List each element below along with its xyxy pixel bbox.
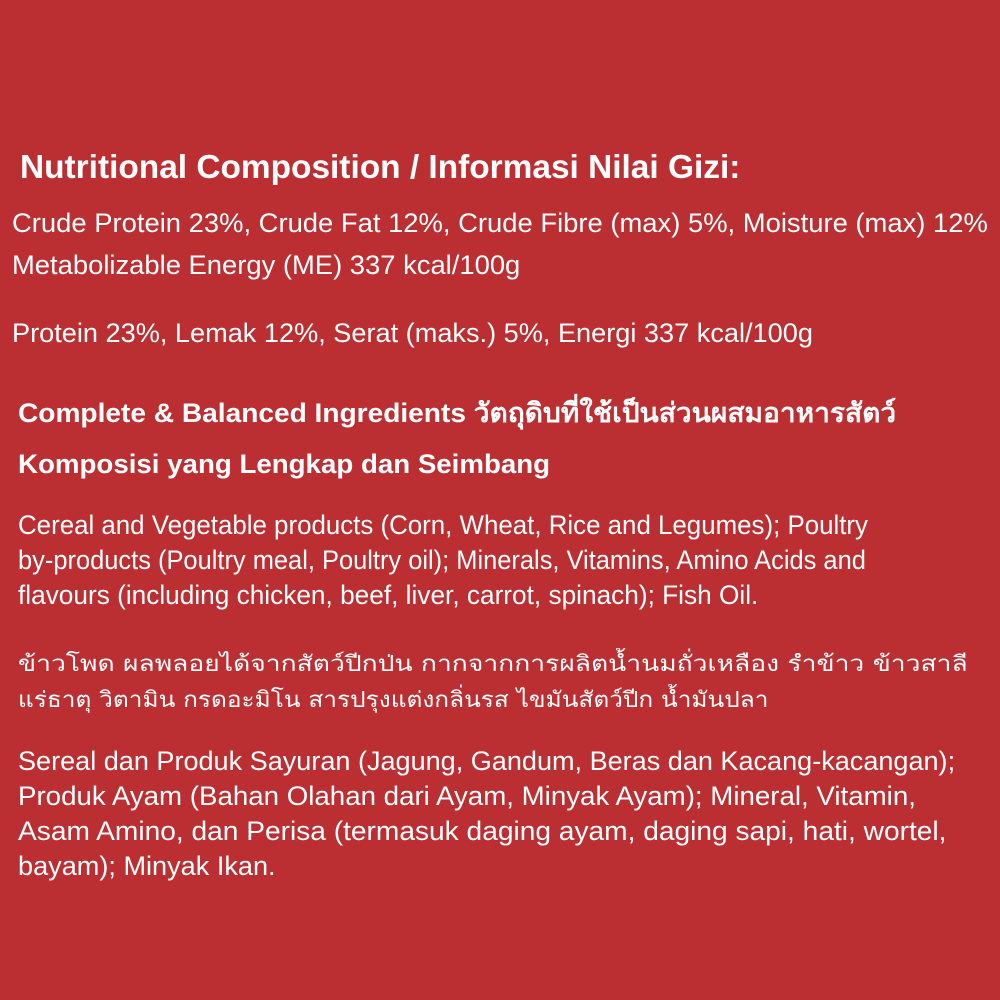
ingredients-indonesian-line-3: Asam Amino, dan Perisa (termasuk daging ayam, daging sapi, hati, wortel, [18, 816, 947, 846]
ingredients-heading-line-2: Komposisi yang Lengkap dan Seimbang [18, 449, 551, 479]
ingredients-english-line-3: flavours (including chicken, beef, liver, carrot, spinach); Fish Oil. [18, 580, 759, 610]
nutrition-english-line-2: Metabolizable Energy (ME) 337 kcal/100g [12, 250, 521, 280]
ingredients-english-line-2: by-products (Poultry meal, Poultry oil); Minerals, Vitamins, Amino Acids and [18, 545, 866, 575]
nutrition-english-line-1: Crude Protein 23%, Crude Fat 12%, Crude Fibre (max) 5%, Moisture (max) 12% [12, 208, 988, 238]
ingredients-heading-line-1: Complete & Balanced Ingredients วัตถุดิบที่ใช้เป็นส่วนผสมอาหารสัตว์ [18, 398, 897, 428]
ingredients-indonesian-line-2: Produk Ayam (Bahan Olahan dari Ayam, Minyak Ayam); Mineral, Vitamin, [18, 781, 916, 811]
ingredients-indonesian-line-1: Sereal dan Produk Sayuran (Jagung, Gandum, Beras dan Kacang-kacangan); [18, 746, 956, 776]
ingredients-english-line-1: Cereal and Vegetable products (Corn, Wheat, Rice and Legumes); Poultry [18, 510, 868, 540]
nutrition-heading: Nutritional Composition / Informasi Nilai Gizi: [20, 148, 741, 185]
ingredients-indonesian-line-4: bayam); Minyak Ikan. [18, 851, 276, 881]
ingredients-thai-line-1: ข้าวโพด ผลพลอยได้จากสัตว์ปีกป่น กากจากการผลิตน้ำนมถั่วเหลือง รำข้าว ข้าวสาลี [18, 652, 968, 677]
ingredients-thai-line-2: แร่ธาตุ วิตามิน กรดอะมิโน สารปรุงแต่งกลิ่นรส ไขมันสัตว์ปีก น้ำมันปลา [18, 688, 769, 713]
nutrition-indonesian-line: Protein 23%, Lemak 12%, Serat (maks.) 5%, Energi 337 kcal/100g [12, 318, 813, 348]
